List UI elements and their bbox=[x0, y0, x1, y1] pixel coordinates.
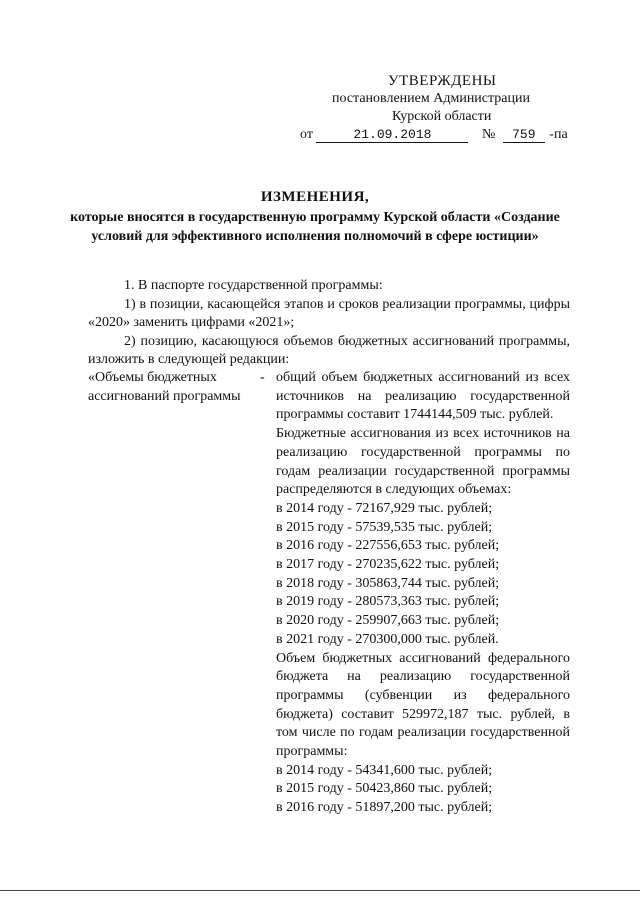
federal-year-line: в 2014 году - 54341,600 тыс. рублей; bbox=[276, 762, 493, 778]
all-sources-year-line: в 2021 году - 270300,000 тыс. рублей. bbox=[276, 631, 499, 647]
approval-by: постановлением Администрации bbox=[332, 91, 530, 106]
all-sources-year-line: в 2014 году - 72167,929 тыс. рублей; bbox=[276, 500, 493, 516]
approval-title: УТВЕРЖДЕНЫ bbox=[388, 73, 497, 89]
intro-paragraphs bbox=[88, 277, 570, 370]
all-sources-year-line: в 2020 году - 259907,663 тыс. рублей; bbox=[276, 613, 500, 629]
all-sources-year-line: в 2016 году - 227556,653 тыс. рублей; bbox=[276, 538, 500, 554]
heading-subtitle: которые вносятся в государственную программу Курской области «Создание условий для эффективного исполнения полномочий в сфере юстиции» bbox=[70, 210, 560, 244]
document-heading bbox=[60, 188, 570, 246]
approval-region: Курской области bbox=[392, 109, 492, 124]
table-dash: - bbox=[260, 370, 265, 385]
approval-from-label: от bbox=[300, 127, 313, 142]
paragraph: 1. В паспорте государственной программы: bbox=[124, 278, 383, 293]
approval-date: 21.09.2018 bbox=[316, 127, 468, 143]
approval-block bbox=[300, 72, 570, 144]
approval-number-suffix: -па bbox=[549, 127, 568, 142]
all-sources-text: Бюджетные ассигнования из всех источников на реализацию государственной программы по годам реализации государственной программы распределяются в следующих объемах: bbox=[276, 426, 570, 498]
heading-title: ИЗМЕНЕНИЯ, bbox=[260, 189, 370, 205]
federal-text: Объем бюджетных ассигнований федерального бюджета на реализацию государственной программы (субвенции из федерального бюджета) составит 529972,187 тыс. рублей, в том числе по годам реализации государственной программы: bbox=[276, 650, 570, 760]
total-text: общий объем бюджетных ассигнований из всех источников на реализацию государственной программы составит 1744144,509 тыс. рублей. bbox=[276, 370, 570, 423]
all-sources-year-line: в 2018 году - 305863,744 тыс. рублей; bbox=[276, 575, 500, 591]
all-sources-year-line: в 2015 году - 57539,535 тыс. рублей; bbox=[276, 519, 493, 535]
federal-year-line: в 2015 году - 50423,860 тыс. рублей; bbox=[276, 781, 493, 797]
federal-year-line: в 2016 году - 51897,200 тыс. рублей; bbox=[276, 800, 493, 816]
approval-date-row bbox=[300, 126, 570, 144]
all-sources-year-line: в 2017 году - 270235,622 тыс. рублей; bbox=[276, 557, 500, 573]
table-right-content bbox=[276, 369, 570, 818]
approval-number-label: № bbox=[481, 127, 496, 142]
paragraph: 1) в позиции, касающейся этапов и сроков реализации программы, цифры «2020» заменить цифрами «2021»; bbox=[88, 296, 570, 330]
all-sources-year-line: в 2019 году - 280573,363 тыс. рублей; bbox=[276, 594, 500, 610]
page-bottom-rule bbox=[0, 890, 640, 891]
budget-table bbox=[88, 369, 570, 818]
approval-number: 759 bbox=[503, 127, 545, 143]
paragraph: 2) позицию, касающуюся объемов бюджетных ассигнований программы, изложить в следующей редакции: bbox=[88, 333, 570, 367]
table-left-label: «Объемы бюджетных ассигнований программы bbox=[88, 370, 241, 404]
